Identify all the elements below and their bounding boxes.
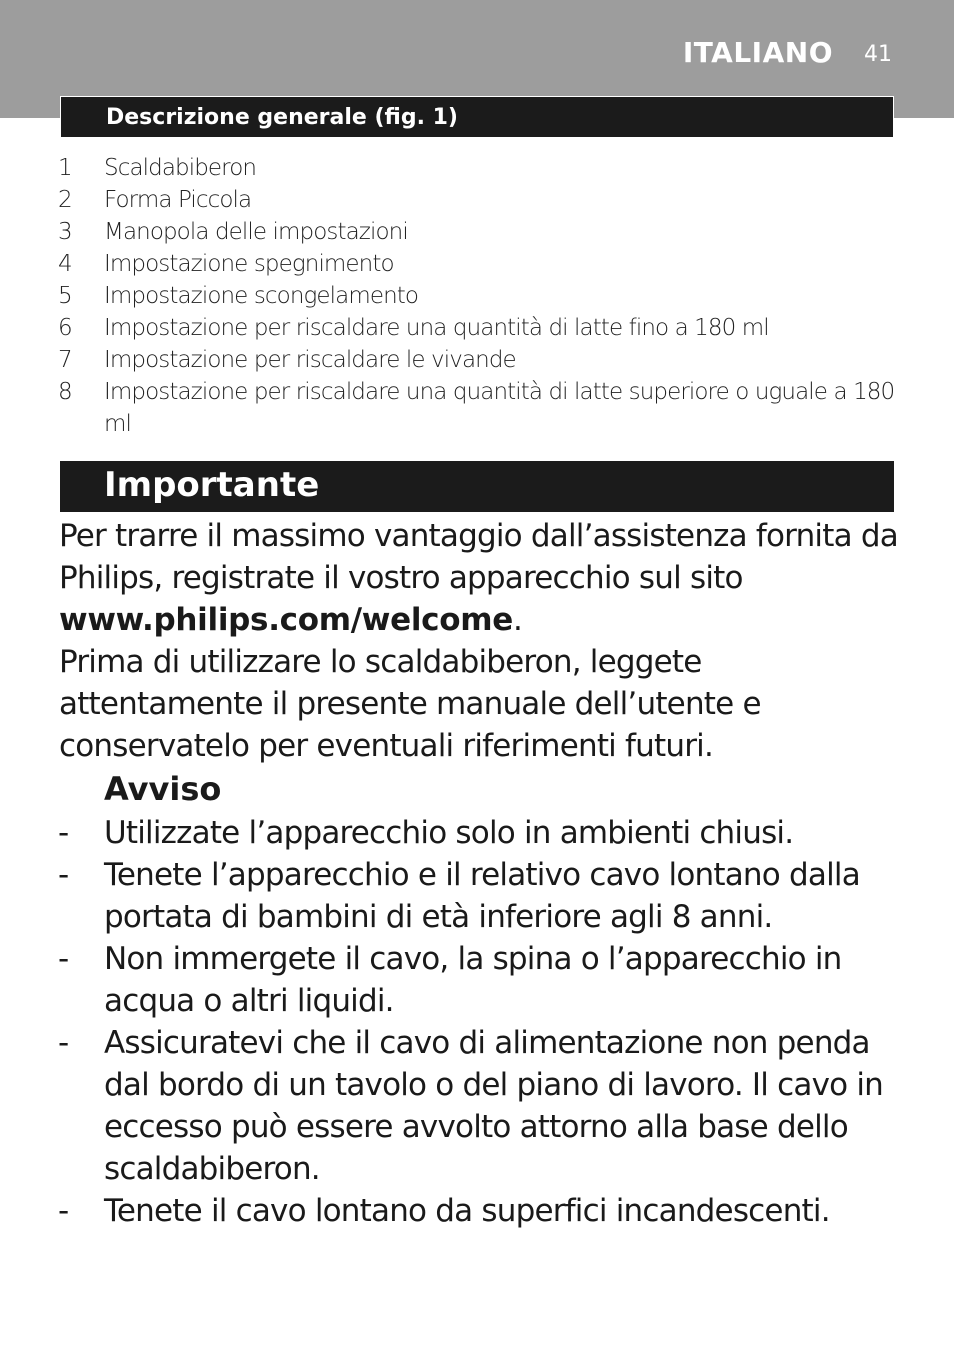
warning-heading: Avviso <box>104 770 222 808</box>
parts-list <box>56 152 896 440</box>
item-text: Impostazione per riscaldare una quantità di latte superiore o uguale a 180 ml <box>104 379 895 437</box>
intro-period: . <box>512 602 523 638</box>
warning-text: Non immergete il cavo, la spina o l’apparecchio in acqua o altri liquidi. <box>104 941 842 1019</box>
item-text: Impostazione per riscaldare una quantità di latte fino a 180 ml <box>104 315 769 341</box>
section-heading-general <box>60 96 894 138</box>
intro-text-2: Prima di utilizzare lo scaldabiberon, leggete attentamente il presente manuale dell’utente e conservatelo per eventuali riferimenti futuri. <box>59 644 761 764</box>
list-item <box>56 376 896 440</box>
list-item <box>56 854 916 938</box>
intro-paragraph <box>59 515 909 767</box>
item-number: 7 <box>58 347 73 373</box>
list-item <box>56 344 896 376</box>
bullet-dash: - <box>58 815 69 851</box>
list-item <box>56 184 896 216</box>
item-text: Impostazione scongelamento <box>104 283 419 309</box>
list-item <box>56 312 896 344</box>
warning-text: Tenete il cavo lontano da superfici incandescenti. <box>104 1193 830 1229</box>
bullet-dash: - <box>58 1025 69 1061</box>
list-item <box>56 152 896 184</box>
item-text: Impostazione spegnimento <box>104 251 394 277</box>
warning-text: Assicuratevi che il cavo di alimentazione non penda dal bordo di un tavolo o del piano di lavoro. Il cavo in eccesso può essere avvolto attorno alla base dello scaldabiberon. <box>104 1025 884 1187</box>
section-title-general: Descrizione generale (fig. 1) <box>106 105 458 130</box>
item-text: Scaldabiberon <box>104 155 257 181</box>
warning-text: Utilizzate l’apparecchio solo in ambienti chiusi. <box>104 815 794 851</box>
warning-text: Tenete l’apparecchio e il relativo cavo lontano dalla portata di bambini di età inferiore agli 8 anni. <box>104 857 860 935</box>
list-item <box>56 812 916 854</box>
warning-list <box>56 812 916 1232</box>
item-number: 4 <box>58 251 73 277</box>
item-number: 6 <box>58 315 73 341</box>
section-title-important: Importante <box>104 465 320 505</box>
item-number: 3 <box>58 219 73 245</box>
list-item <box>56 248 896 280</box>
section-heading-important <box>60 461 894 512</box>
list-item <box>56 1022 916 1190</box>
item-number: 1 <box>58 155 73 181</box>
item-number: 8 <box>58 379 73 405</box>
item-text: Forma Piccola <box>104 187 252 213</box>
list-item <box>56 938 916 1022</box>
website-url: www.philips.com/welcome <box>59 602 513 638</box>
item-text: Manopola delle impostazioni <box>104 219 408 245</box>
item-number: 2 <box>58 187 73 213</box>
bullet-dash: - <box>58 857 69 893</box>
item-number: 5 <box>58 283 73 309</box>
list-item <box>56 280 896 312</box>
language-label: ITALIANO <box>682 36 833 69</box>
list-item <box>56 216 896 248</box>
list-item <box>56 1190 916 1232</box>
bullet-dash: - <box>58 1193 69 1229</box>
item-text: Impostazione per riscaldare le vivande <box>104 347 516 373</box>
bullet-dash: - <box>58 941 69 977</box>
page-number: 41 <box>864 42 892 67</box>
intro-text: Per trarre il massimo vantaggio dall’assistenza fornita da Philips, registrate il vostro apparecchio sul sito <box>59 518 898 596</box>
